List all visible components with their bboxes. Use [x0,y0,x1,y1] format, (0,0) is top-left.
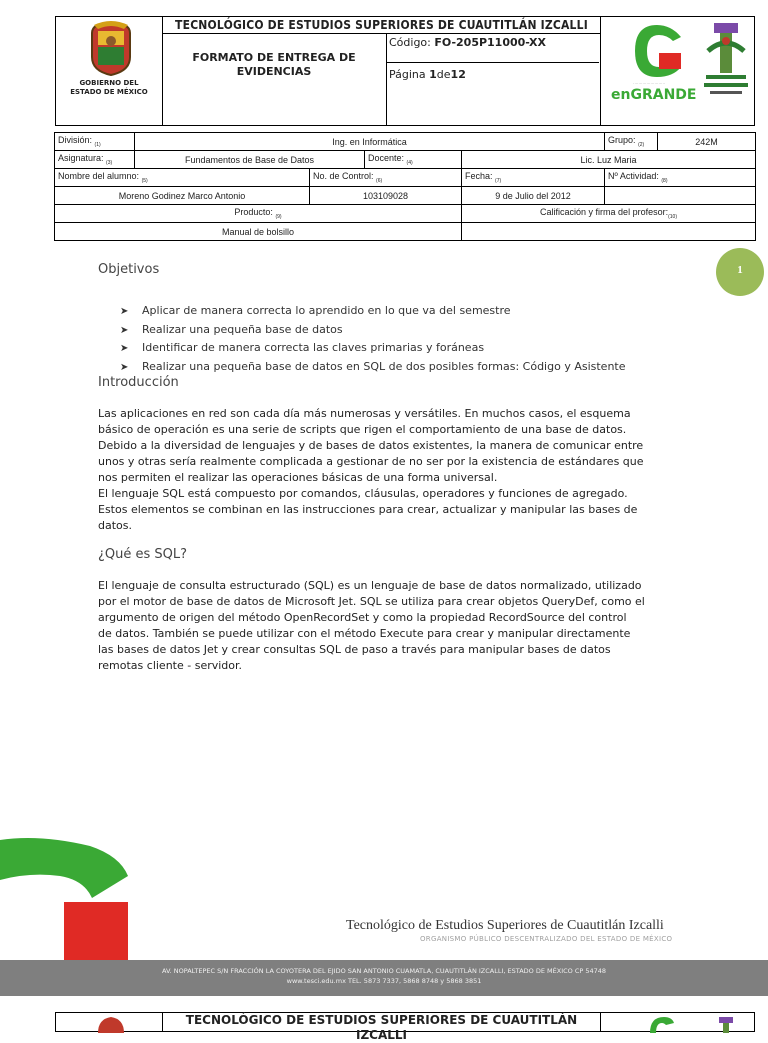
control-label: No. de Control: [313,171,374,182]
footer-contact: www.tesci.edu.mx TEL. 5873 7337, 5868 8748 y 5868 3851 [286,977,482,985]
arrow-bullet-icon: ➤ [120,361,129,373]
table-row [55,205,756,223]
que-es-sql-paragraph: El lenguaje de consulta estructurado (SQL) es un lenguaje de base de datos normalizado, utilizado por el motor de base de datos de Microsoft Jet. SQL se utiliza para crear objetos QueryDef, como el argumento de origen del método OpenRecordSet y como la propiedad RecordSource del control de datos. También se puede utilizar con el método Execute para crear y manipular directamente las bases de datos Jet y crear consultas SQL de paso a través para manipular bases de datos remotas cliente - servidor. [98,579,645,672]
code-label: Código: [389,36,435,49]
producto-label: Producto: [234,207,273,218]
asignatura-ref: (3) [106,159,113,166]
introduccion-heading: Introducción [98,375,179,390]
grupo-value: 242M [658,133,756,151]
calificacion-value [462,223,756,241]
brand-engrande-logo [611,87,696,103]
document-code [389,36,546,49]
student-info-table [54,132,756,241]
division-ref: (1) [94,141,101,148]
code-value: FO-205P11000-XX [434,36,546,49]
list-item [120,302,626,321]
format-title: FORMATO DE ENTREGA DE EVIDENCIAS [192,51,356,78]
header-divider [386,34,387,125]
arrow-bullet-icon: ➤ [120,306,129,317]
coat-of-arms-logo [86,19,136,77]
division-value: Ing. en Informática [135,133,605,151]
brand-engrande-text: enGRANDE [611,87,697,103]
fecha-label-cell [462,169,605,187]
header-divider [600,1013,601,1031]
control-ref: (6) [376,177,383,184]
docente-ref: (4) [406,159,413,166]
page-counter [389,68,466,81]
header-divider [600,17,601,125]
alumno-value: Moreno Godinez Marco Antonio [55,187,310,205]
table-row [55,187,756,205]
footer-g-logo [0,836,130,964]
division-label: División: [58,135,93,146]
actividad-value [605,187,756,205]
next-page-title: TECNOLÓGICO DE ESTUDIOS SUPERIORES DE CUAUTITLÁN IZCALLI [185,1013,578,1042]
docente-value: Lic. Luz Maria [462,151,756,169]
grupo-ref: (2) [638,141,645,148]
page-total: 12 [450,68,466,81]
table-row [55,133,756,151]
arrow-bullet-icon: ➤ [120,343,129,354]
gov-logo-label: GOBIERNO DEL ESTADO DE MÉXICO [70,79,148,96]
asignatura-label-cell [55,151,135,169]
list-item [120,358,626,377]
header-divider [386,62,599,63]
asignatura-value: Fundamentos de Base de Datos [135,151,365,169]
grupo-label: Grupo: [608,135,636,146]
government-logo-text [56,79,162,97]
list-item [120,339,626,358]
introduccion-paragraph: Las aplicaciones en red son cada día más numerosas y versátiles. En muchos casos, el esquema básico de operación es una serie de scripts que rigen el comportamiento de una base de datos. Debido a la diversidad de lenguajes y de bases de datos existentes, la manera de comunicar entre unos y otras sería realmente complicada a gestionar de no ser por la existencia de estándares que nos permiten el realizar las operaciones básicas de una forma universal. El lenguaje SQL está compuesto por comandos, cláusulas, operadores y funciones de agregado. Estos elementos se combinan en las instrucciones para crear, actualizar y manipular las bases de datos. [98,407,644,532]
objetivo-text: Realizar una pequeña base de datos [142,322,343,336]
document-header [55,16,755,126]
fecha-value: 9 de Julio del 2012 [462,187,605,205]
asignatura-label: Asignatura: [58,153,104,164]
division-label-cell [55,133,135,151]
page-number-badge: 1 [716,248,764,296]
fecha-ref: (7) [495,177,502,184]
next-page-header [55,1012,755,1042]
docente-label: Docente: [368,153,405,164]
actividad-ref: (8) [661,177,668,184]
table-row [55,169,756,187]
control-label-cell [310,169,462,187]
alumno-label: Nombre del alumno: [58,171,140,182]
footer-institution-name: Tecnológico de Estudios Superiores de Cuautitlán Izcalli [346,918,664,933]
coat-of-arms-logo [96,1015,126,1033]
footer-subtitle: ORGANISMO PÚBLICO DESCENTRALIZADO DEL ESTADO DE MÉXICO [420,935,673,943]
page-current: 1 [429,68,437,81]
g-brand-logo [631,23,687,81]
g-brand-logo [646,1015,676,1033]
tesci-emblem-logo [700,21,752,103]
objetivo-text: Realizar una pequeña base de datos en SQL de dos posibles formas: Código y Asistente [142,359,626,373]
actividad-label: Nº Actividad: [608,171,659,182]
footer-bar [0,960,768,996]
objetivos-heading: Objetivos [98,262,160,277]
alumno-ref: (5) [141,177,148,184]
calificacion-ref: (10) [668,213,677,220]
page-label: Página [389,68,430,81]
alumno-label-cell [55,169,310,187]
objetivo-text: Aplicar de manera correcta lo aprendido en lo que va del semestre [142,304,511,317]
footer-address: AV. NOPALTEPEC S/N FRACCIÓN LA COYOTERA DEL EJIDO SAN ANTONIO CUAMATLA, CUAUTITLÁN IZCALLI, ESTADO DE MÉXICO CP 54748 [161,967,607,975]
docente-label-cell [365,151,462,169]
institution-title: TECNOLÓGICO DE ESTUDIOS SUPERIORES DE CUAUTITLÁN IZCALLI [163,17,600,34]
calificacion-label: Calificación y firma del profesor: [540,207,669,218]
grupo-label-cell [605,133,658,151]
tesci-emblem-logo [711,1015,741,1033]
objetivo-text: Identificar de manera correcta las claves primarias y foráneas [142,341,485,354]
producto-value: Manual de bolsillo [55,223,462,241]
list-item [120,321,626,340]
calificacion-label-cell [462,205,756,223]
arrow-bullet-icon: ➤ [120,324,129,336]
page-of: de [436,68,451,81]
actividad-label-cell [605,169,756,187]
control-value: 103109028 [310,187,462,205]
fecha-label: Fecha: [465,171,493,182]
producto-ref: (9) [275,213,282,220]
table-row [55,223,756,241]
que-es-sql-heading: ¿Qué es SQL? [98,547,188,562]
table-row [55,151,756,169]
producto-label-cell [55,205,462,223]
objetivos-list [120,302,626,376]
brand-slogan-icon: ⋯⋯⋯⋯⋯⋯⋯⋯ [633,81,665,86]
